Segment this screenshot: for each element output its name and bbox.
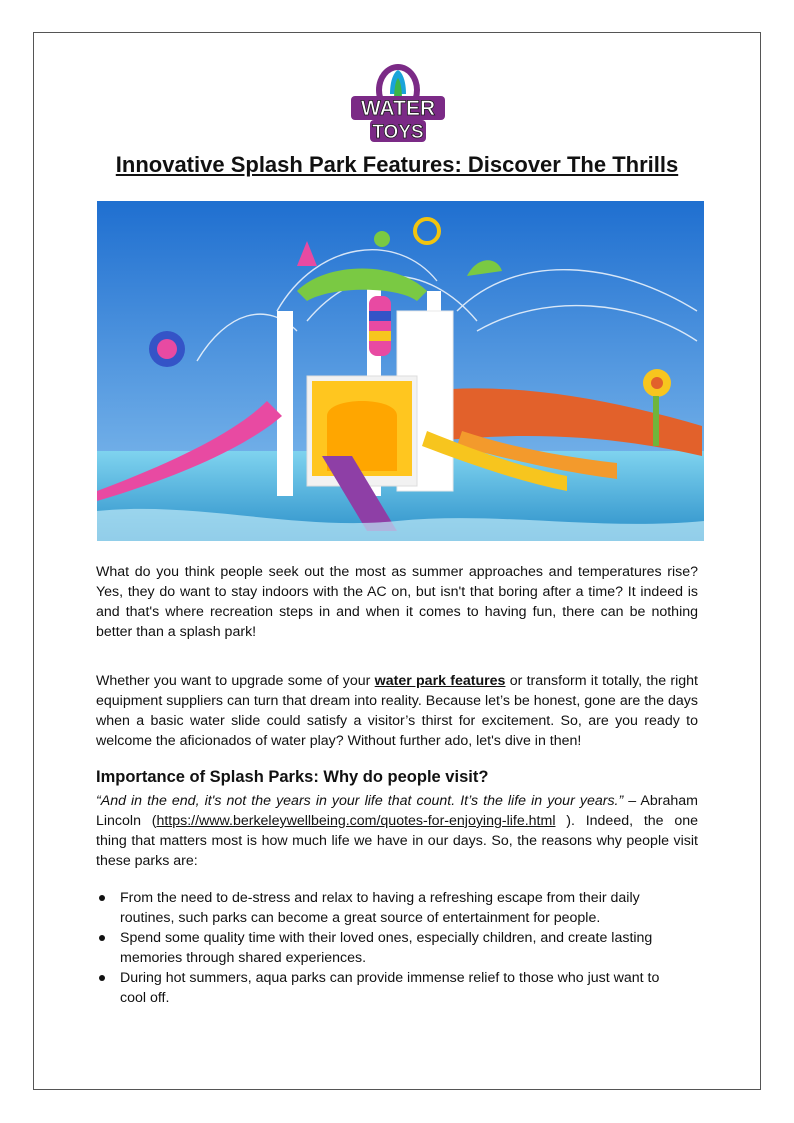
quote-after: ). Indeed, the one thing that matters most is how much life we have in our days. So, the reasons why people visit these parks are:	[96, 813, 698, 869]
list-item-text: From the need to de-stress and relax to having a refreshing escape from their daily routines, such parks can become a great source of entertainment for people.	[120, 890, 640, 926]
quote-author: – Abraham Lincoln (	[96, 793, 699, 829]
list-item-text: Spend some quality time with their loved ones, especially children, and create lasting memories through shared experiences.	[120, 930, 653, 966]
svg-text:TOYS: TOYS	[372, 122, 424, 143]
features-paragraph-before: Whether you want to upgrade some of your	[96, 673, 375, 689]
bullet-icon	[99, 935, 105, 941]
list-item	[96, 888, 686, 928]
list-item	[96, 928, 686, 968]
features-paragraph	[96, 671, 698, 751]
page-title: Innovative Splash Park Features: Discover The Thrills	[115, 152, 679, 177]
svg-text:WATER: WATER	[360, 97, 436, 120]
quote-paragraph	[96, 791, 698, 871]
quote-source-link[interactable]: https://www.berkeleywellbeing.com/quotes-for-enjoying-life.html	[156, 813, 556, 829]
list-item	[96, 968, 686, 1008]
quote-text: “And in the end, it's not the years in your life that count. It’s the life in your years.”	[96, 793, 624, 809]
list-item-text: During hot summers, aqua parks can provide immense relief to those who just want to cool off.	[120, 970, 660, 1006]
bullet-icon	[99, 895, 105, 901]
splash-park-photo	[97, 201, 704, 541]
reasons-list	[96, 888, 686, 1008]
water-park-features-link[interactable]: water park features	[374, 673, 506, 689]
water-toys-logo	[348, 60, 448, 148]
features-paragraph-after: or transform it totally, the right equipment suppliers can turn that dream into reality. Because let’s be honest, gone are the days when a basic water slide could satisfy a visitor’s thirst for excitement. So, are you ready to welcome the aficionados of water play? Without further ado, let's dive in then!	[96, 673, 698, 749]
bullet-icon	[99, 975, 105, 981]
section-heading: Importance of Splash Parks: Why do people visit?	[96, 768, 489, 786]
intro-paragraph: What do you think people seek out the most as summer approaches and temperatures rise? Yes, they do want to stay indoors with the AC on, but isn't that boring after a time? It indeed is and that's where recreation steps in and when it comes to having fun, there can be nothing better than a splash park!	[96, 564, 698, 640]
